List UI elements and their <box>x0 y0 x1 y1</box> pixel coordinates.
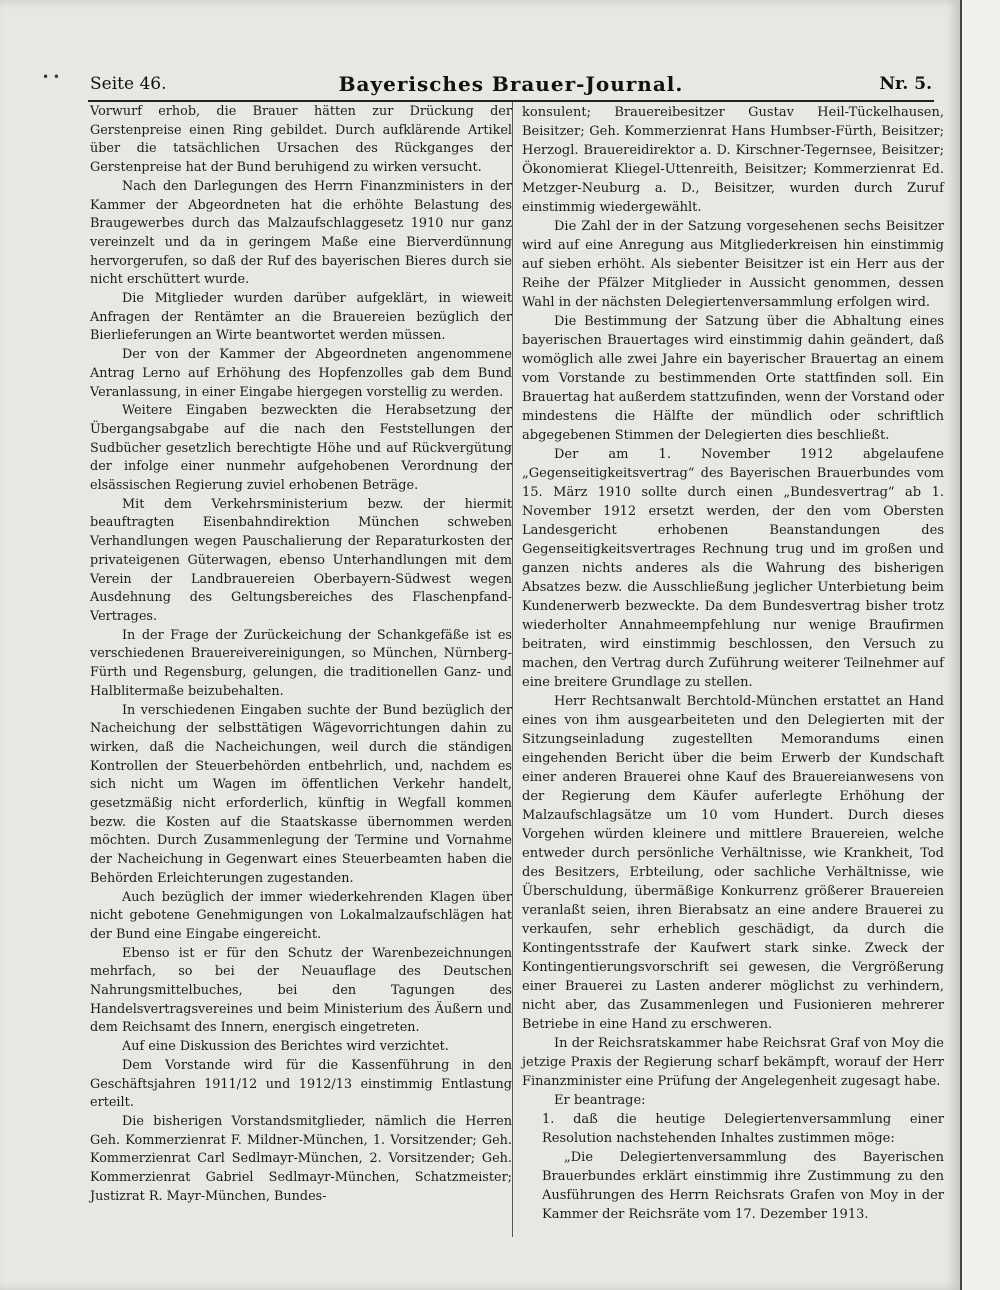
margin-mark: • • <box>42 70 60 84</box>
paragraph: Herr Rechtsanwalt Berchtold-München erstattet an Hand eines von ihm ausgearbeiteten und den Delegierten mit der Sitzungseinladung zugestellten Memorandums einen eingehenden Bericht über die beim Erwerb der Kundschaft einer anderen Brauerei ohne Kauf des Brauereianwesens von der Regierung dem Käufer auferlegte Erhöhung der Malzaufschlagsätze um 10 vom Hundert. Durch dieses Vorgehen würden kleinere und mittlere Brauereien, welche entweder durch persönliche Verhältnisse, wie Krankheit, Tod des Besitzers, Erbteilung, oder sachliche Verhältnisse, wie Überschuldung, übermäßige Konkurrenz größerer Brauereien veranlaßt seien, ihren Bierabsatz an eine andere Brauerei zu verkaufen, sehr erheblich geschädigt, da durch die Kontingentsstrafe der Kaufwert stark sinke. Zweck der Kontingentierungsvorschrift sei gewesen, die Vergrößerung einer Brauerei zu Lasten anderer möglichst zu verhindern, nicht aber, das Zusammenlegen und Fusionieren mehrerer Betriebe in eine Hand zu erschweren. <box>522 694 944 1032</box>
adjacent-page-edge <box>960 0 1000 1290</box>
paragraph: Ebenso ist er für den Schutz der Warenbezeichnungen mehrfach, so bei der Neuauflage des Deutschen Nahrungsmittelbuches, bei den Tagungen des Handelsvertragsvereines und beim Ministerium des Äußern und dem Reichsamt des Innern, energisch eingetreten. <box>90 945 512 1036</box>
issue-number: Nr. 5. <box>879 74 932 94</box>
paragraph: Die bisherigen Vorstandsmitglieder, nämlich die Herren Geh. Kommerzienrat F. Mildner-München, 1. Vorsitzender; Geh. Kommerzienrat Carl Sedlmayr-München, 2. Vorsitzender; Geh. Kommerzienrat Gabriel Sedlmayr-München, Schatzmeister; Justizrat R. Mayr-München, Bundes- <box>90 1113 512 1204</box>
page-header <box>90 74 932 98</box>
paragraph: Mit dem Verkehrsministerium bezw. der hiermit beauftragten Eisenbahndirektion München schweben Verhandlungen wegen Pauschalierung der Reparaturkosten der privateigenen Güterwagen, ebenso Unterhandlungen mit dem Verein der Landbrauereien Oberbayern-Südwest wegen Ausdehnung des Geltungsbereiches des Flaschenpfand-Vertrages. <box>90 496 512 624</box>
paragraph: Er beantrage: <box>554 1093 646 1108</box>
header-rule <box>88 100 934 102</box>
paragraph: Vorwurf erhob, die Brauer hätten zur Drückung der Gerstenpreise einen Ring gebildet. Durch aufklärende Artikel über die tatsächlichen Ursachen des Rückganges der Gerstenpreise hat der Bund beruhigend zu wirken versucht. <box>90 104 512 176</box>
paragraph: Auf eine Diskussion des Berichtes wird verzichtet. <box>122 1039 449 1055</box>
paragraph: In der Reichsratskammer habe Reichsrat Graf von Moy die jetzige Praxis der Regierung scharf bekämpft, worauf der Herr Finanzminister eine Prüfung der Angelegenheit zugesagt habe. <box>522 1036 944 1089</box>
paragraph: Die Mitglieder wurden darüber aufgeklärt, in wieweit Anfragen der Rentämter an die Brauereien bezüglich der Bierlieferungen an Wirte beantwortet werden müssen. <box>90 291 512 344</box>
paragraph: In verschiedenen Eingaben suchte der Bund bezüglich der Nacheichung der selbsttätigen Wägevorrichtungen dahin zu wirken, daß die Nacheichungen, weil durch die ständigen Kontrollen der Steuerbehörden entbehrlich, und, nachdem es sich nicht um Wagen im öffentlichen Verkehr handelt, gesetzmäßig nicht erforderlich, künftig in Wegfall kommen bezw. die Kosten auf die Staatskasse übernommen werden möchten. Durch Zusammenlegung der Termine und Vornahme der Nacheichung in Gegenwart eines Steuerbeamten haben die Behörden Erleichterungen zugestanden. <box>90 702 512 886</box>
journal-title: Bayerisches Brauer-Journal. <box>338 72 684 96</box>
right-column <box>522 103 944 1224</box>
paragraph: Der von der Kammer der Abgeordneten angenommene Antrag Lerno auf Erhöhung des Hopfenzolles gab dem Bund Veranlassung, in einer Eingabe hiergegen vorstellig zu werden. <box>90 347 512 400</box>
list-item: 1. daß die heutige Delegiertenversammlung einer Resolution nachstehenden Inhaltes zustimmen möge: <box>542 1112 944 1146</box>
column-divider <box>512 102 513 1237</box>
page-number: Seite 46. <box>90 74 167 94</box>
paragraph: konsulent; Brauereibesitzer Gustav Heil-Tückelhausen, Beisitzer; Geh. Kommerzienrat Hans Humbser-Fürth, Beisitzer; Herzogl. Brauereidirektor a. D. Kirschner-Tegernsee, Beisitzer; Ökonomierat Kliegel-Uttenreith, Beisitzer; Kommerzienrat Ed. Metzger-Neuburg a. D., Beisitzer, wurden durch Zuruf einstimmig wiedergewählt. <box>522 105 944 215</box>
paragraph: Weitere Eingaben bezweckten die Herabsetzung der Übergangsabgabe auf die nach den Feststellungen der Sudbücher gesetzlich berechtigte Höhe und auf Rückvergütung der infolge einer nunmehr aufgehobenen Verordnung der elsässischen Regierung zuviel erhobenen Beträge. <box>90 403 512 494</box>
paragraph: Die Bestimmung der Satzung über die Abhaltung eines bayerischen Brauertages wird einstimmig dahin geändert, daß womöglich alle zwei Jahre ein bayerischer Brauertag an einem vom Vorstande zu bestimmenden Orte stattfinden soll. Ein Brauertag hat außerdem stattzufinden, wenn der Vorstand oder mindestens die Hälfte der mündlich oder schriftlich abgegebenen Stimmen der Delegierten dies beschließt. <box>522 314 944 443</box>
paragraph: Auch bezüglich der immer wiederkehrenden Klagen über nicht gebotene Genehmigungen von Lokalmalzaufschlägen hat der Bund eine Eingabe eingereicht. <box>90 889 512 942</box>
resolution-quote: „Die Delegiertenversammlung des Bayerischen Brauerbundes erklärt einstimmig ihre Zustimmung zu den Ausführungen des Herrn Reichsrats Grafen von Moy in der Kammer der Reichsräte vom 17. Dezember 1913. <box>542 1150 944 1222</box>
paragraph: Dem Vorstande wird für die Kassenführung in den Geschäftsjahren 1911/12 und 1912/13 einstimmig Entlastung erteilt. <box>90 1057 512 1111</box>
paragraph: Nach den Darlegungen des Herrn Finanzministers in der Kammer der Abgeordneten hat die erhöhte Belastung des Braugewerbes durch das Malzaufschlaggesetz 1910 nur ganz vereinzelt und da in geringem Maße eine Bierverdünnung hervorgerufen, so daß der Ruf des bayerischen Bieres durch sie nicht erschüttert wurde. <box>90 178 512 288</box>
paragraph: Der am 1. November 1912 abgelaufene „Gegenseitigkeitsvertrag“ des Bayerischen Brauerbundes vom 15. März 1910 sollte durch einen „Bundesvertrag“ ab 1. November 1912 ersetzt werden, der den vom Obersten Landesgericht erhobenen Beanstandungen des Gegenseitigkeitsvertrages Rechnung trug und im großen und ganzen nichts anderes als die Wahrung des bisherigen Absatzes bezw. die Ausschließung jeglicher Unterbietung beim Kundenerwerb bezweckte. Da dem Bundesvertrag bisher trotz wiederholter Annahmeempfehlung nur wenige Braufirmen beitraten, wird einstimmig beschlossen, den Versuch zu machen, den Vertrag durch Zuführung weiterer Teilnehmer auf eine breitere Grundlage zu stellen. <box>522 447 944 690</box>
left-column <box>90 103 512 1206</box>
paragraph: Die Zahl der in der Satzung vorgesehenen sechs Beisitzer wird auf eine Anregung aus Mitgliederkreisen hin einstimmig auf sieben erhöht. Als siebenter Beisitzer ist ein Herr aus der Reihe der Pfälzer Mitglieder in Aussicht genommen, dessen Wahl in der nächsten Delegiertenversammlung erfolgen wird. <box>522 219 944 310</box>
paragraph: In der Frage der Zurückeichung der Schankgefäße ist es verschiedenen Brauereivereinigungen, so München, Nürnberg-Fürth und Regensburg, gelungen, die traditionellen Ganz- und Halblitermaße beizubehalten. <box>90 627 512 699</box>
